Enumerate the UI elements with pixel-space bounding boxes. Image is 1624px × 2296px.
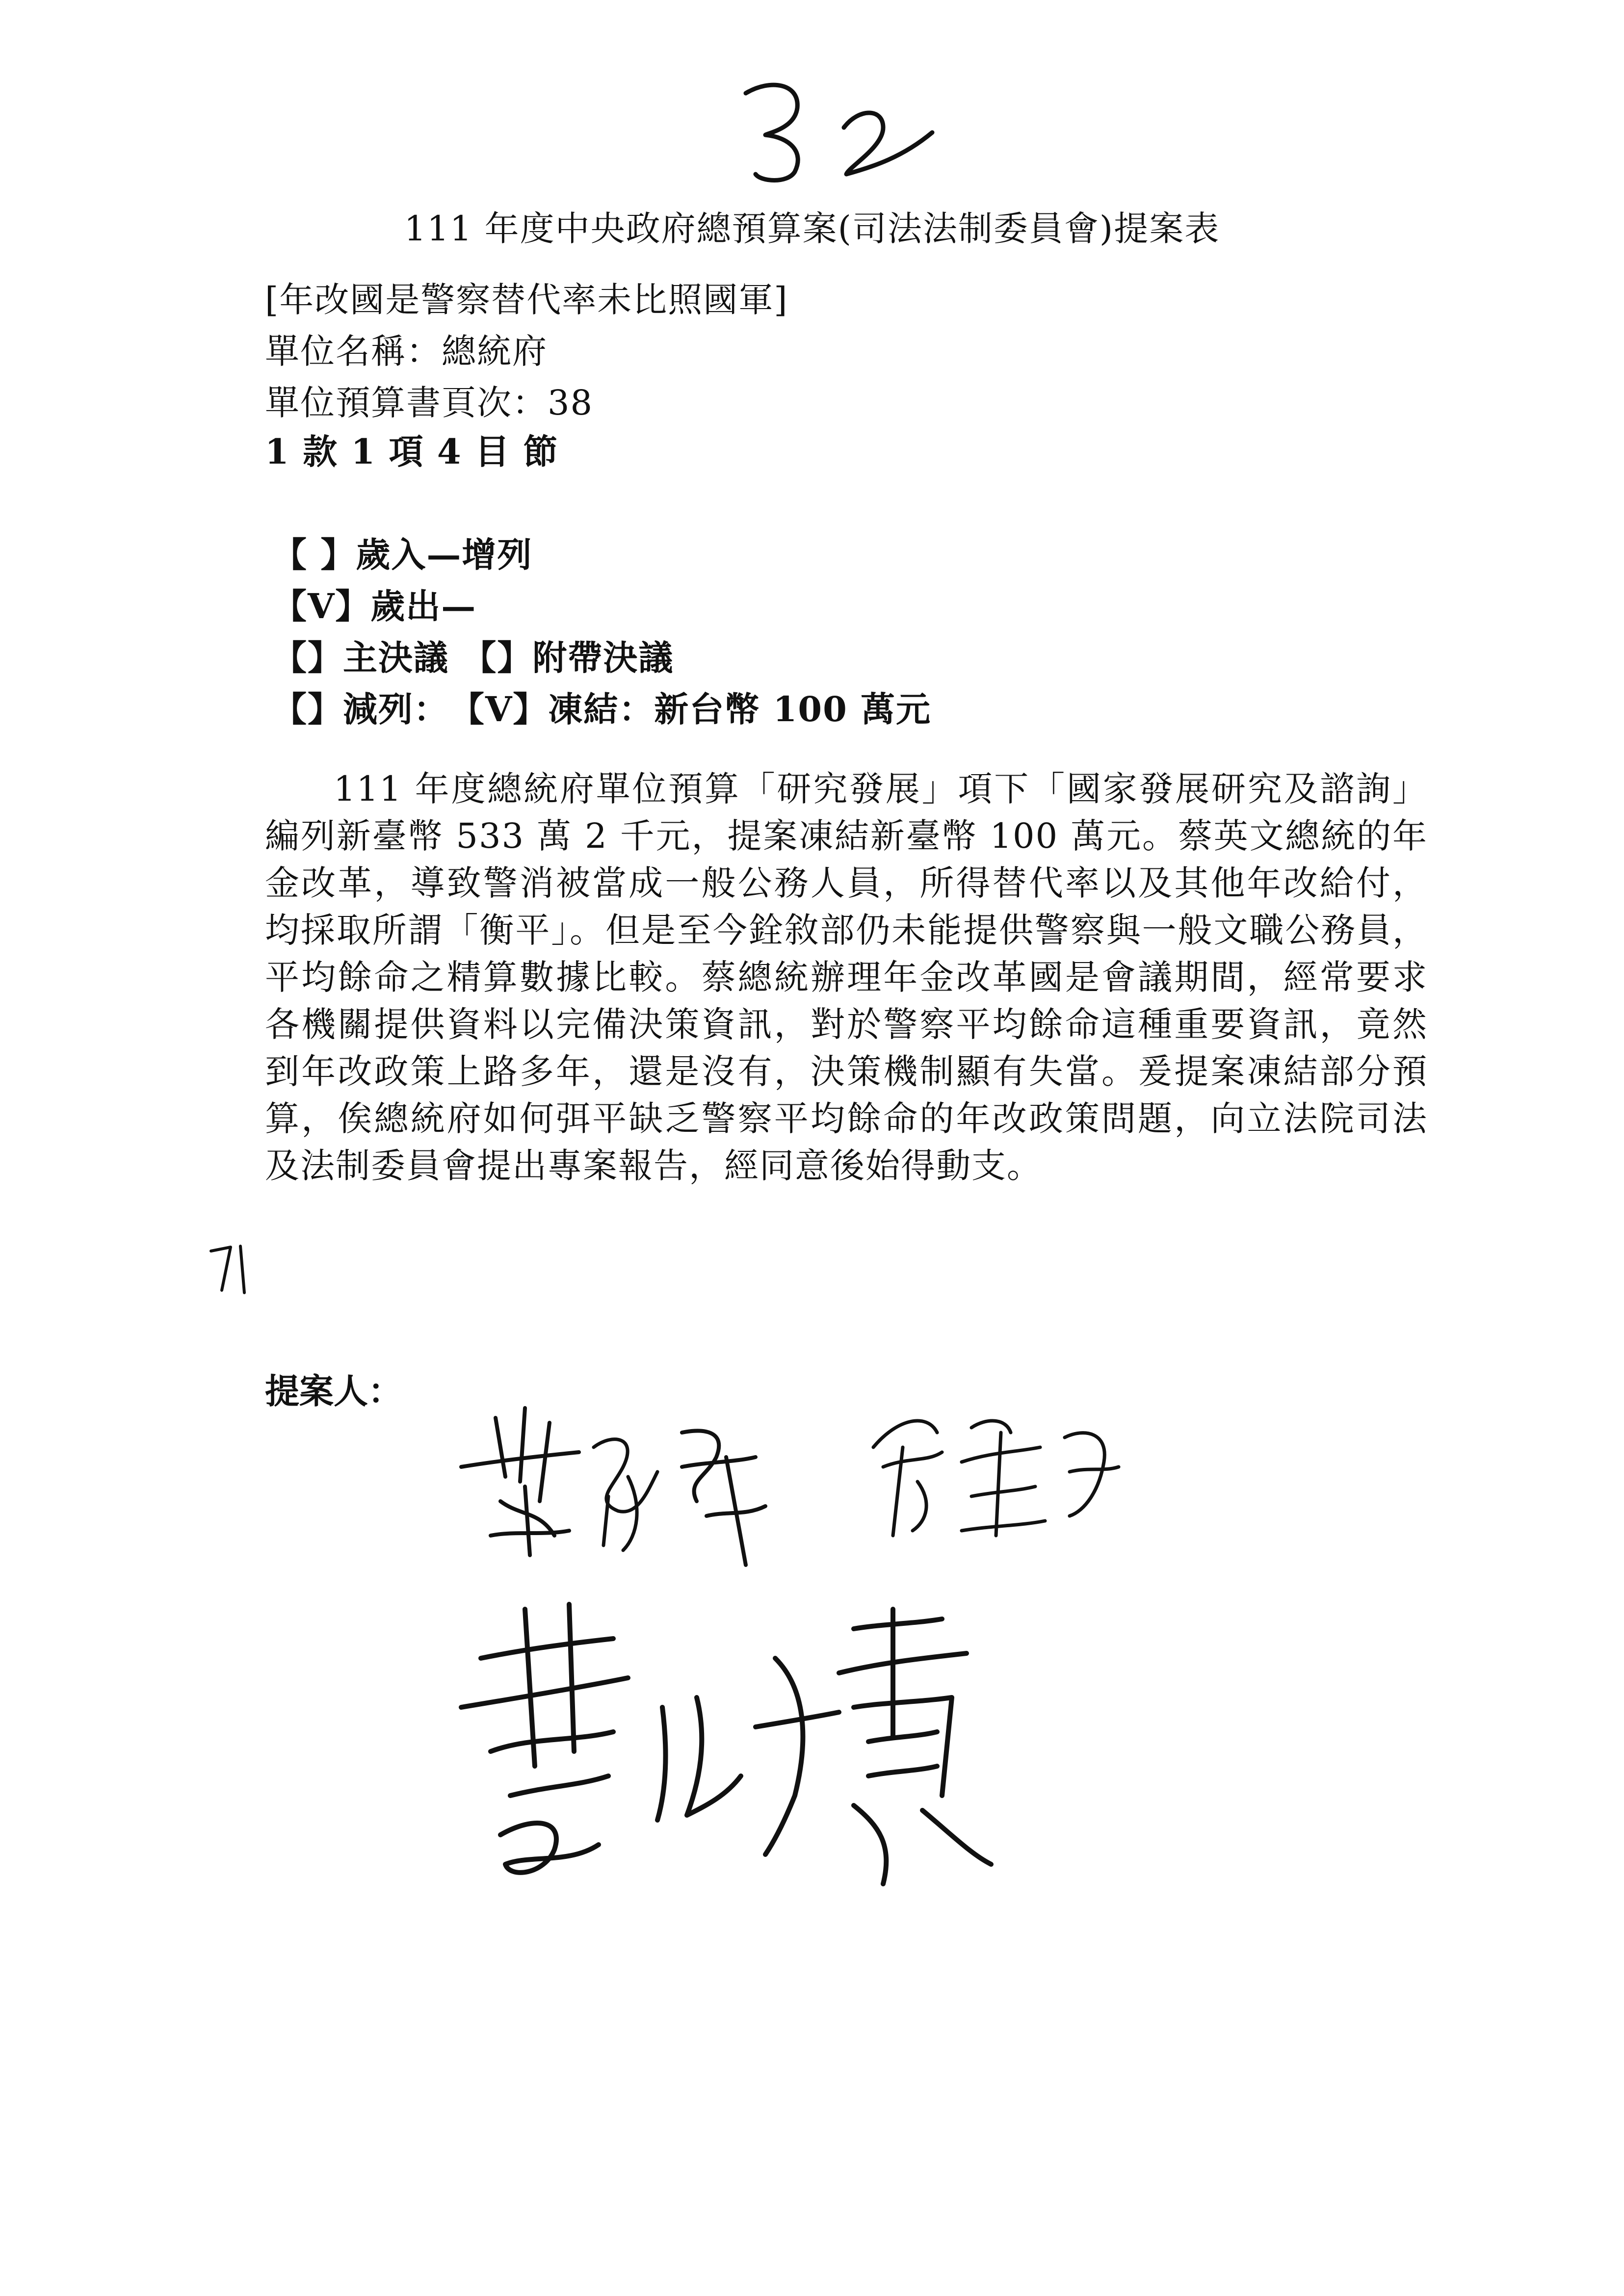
option-resolution-types: 【】主決議 【】附帶決議 <box>272 637 674 678</box>
option-freeze-action: 【】減列： 【V】凍結：新台幣 100 萬元 <box>272 689 932 730</box>
handwritten-margin-mark <box>206 1236 260 1300</box>
item-reference: 1 款 1 項 4 目 節 <box>265 431 559 472</box>
proposal-body-paragraph: 111 年度總統府單位預算「研究發展」項下「國家發展研究及諮詢」編列新臺幣 533 萬 2 千元，提案凍結新臺幣 100 萬元。蔡英文總統的年金改革，導致警消被當成一般公務人員，所得替代率以及其他年改給付，均採取所謂「衡平」。但是至今銓敘部仍未能提供警察與一般文職公務員，平均餘命之精算數據比較。蔡總統辦理年金改革國是會議期間，經常要求各機關提供資料以完備決策資訊，對於警察平均餘命這種重要資訊，竟然到年改政策上路多年，還是沒有，決策機制顯有失當。爰提案凍結部分預算，俟總統府如何弭平缺乏警察平均餘命的年改政策問題，向立法院司法及法制委員會提出專案報告，經同意後始得動支。 <box>265 769 1428 1186</box>
page-title: 111 年度中央政府總預算案(司法法制委員會)提案表 <box>404 209 1220 249</box>
proposal-subject: [年改國是警察替代率未比照國軍] <box>265 280 788 320</box>
option-revenue-increase: 【 】歲入—增列 <box>272 534 533 575</box>
proposer-label: 提案人： <box>265 1371 402 1411</box>
unit-name: 單位名稱：總統府 <box>265 331 548 371</box>
budget-page: 單位預算書頁次：38 <box>265 383 594 423</box>
option-expenditure: 【V】歲出— <box>272 586 477 626</box>
signature-1 <box>451 1388 805 1585</box>
signature-3 <box>451 1590 1021 1904</box>
signature-2 <box>854 1388 1128 1565</box>
handwritten-page-number <box>726 74 952 186</box>
